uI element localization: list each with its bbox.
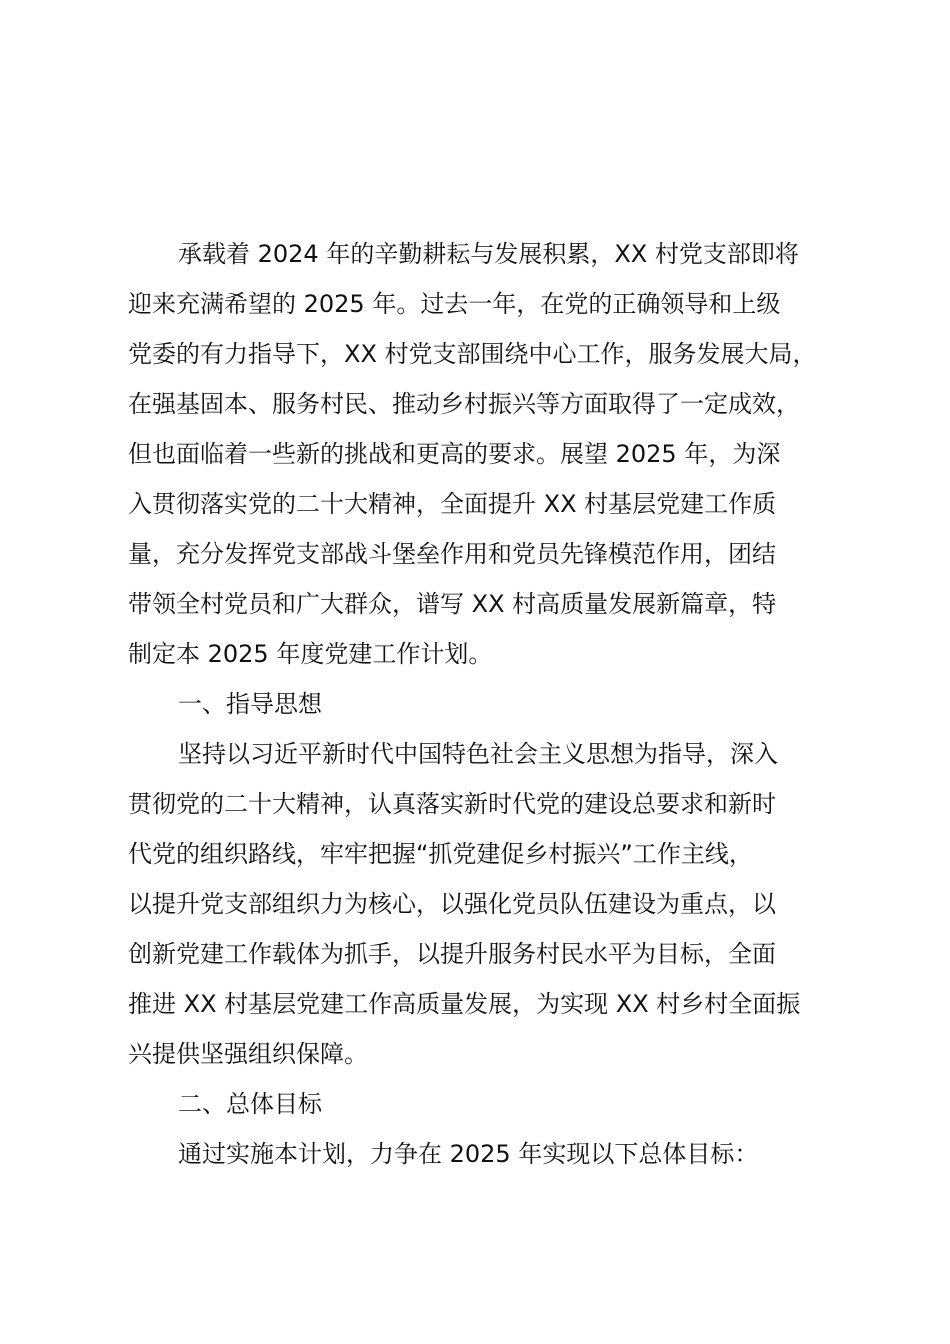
intro-paragraph-line: 量，充分发挥党支部战斗堡垒作用和党员先锋模范作用，团结 [128,540,776,568]
guiding-paragraph-line: 兴提供坚强组织保障。 [128,1040,368,1068]
intro-paragraph-line: 但也面临着一些新的挑战和更高的要求。展望 2025 年，为深 [128,440,781,468]
guiding-paragraph-line: 贯彻党的二十大精神，认真落实新时代党的建设总要求和新时 [128,790,776,818]
goals-paragraph-line: 通过实施本计划，力争在 2025 年实现以下总体目标： [178,1140,759,1168]
intro-paragraph-line: 迎来充满希望的 2025 年。过去一年，在党的正确领导和上级 [128,290,781,318]
intro-paragraph-line: 入贯彻落实党的二十大精神，全面提升 XX 村基层党建工作质 [128,490,777,518]
intro-paragraph-line: 带领全村党员和广大群众，谱写 XX 村高质量发展新篇章，特 [128,590,777,618]
section-heading-guiding-ideology: 一、指导思想 [178,690,322,718]
guiding-paragraph-line: 坚持以习近平新时代中国特色社会主义思想为指导，深入 [178,740,778,768]
intro-paragraph-line: 党委的有力指导下，XX 村党支部围绕中心工作，服务发展大局， [128,340,817,368]
guiding-paragraph-line: 代党的组织路线，牢牢把握“抓党建促乡村振兴”工作主线， [128,840,753,868]
guiding-paragraph-line: 推进 XX 村基层党建工作高质量发展，为实现 XX 村乡村全面振 [128,990,801,1018]
section-heading-overall-goals: 二、总体目标 [178,1090,322,1118]
intro-paragraph-line: 制定本 2025 年度党建工作计划。 [128,640,493,668]
guiding-paragraph-line: 创新党建工作载体为抓手，以提升服务村民水平为目标，全面 [128,940,776,968]
intro-paragraph-line: 承载着 2024 年的辛勤耕耘与发展积累，XX 村党支部即将 [178,240,799,268]
guiding-paragraph-line: 以提升党支部组织力为核心，以强化党员队伍建设为重点，以 [128,890,776,918]
intro-paragraph-line: 在强基固本、服务村民、推动乡村振兴等方面取得了一定成效， [128,390,800,418]
